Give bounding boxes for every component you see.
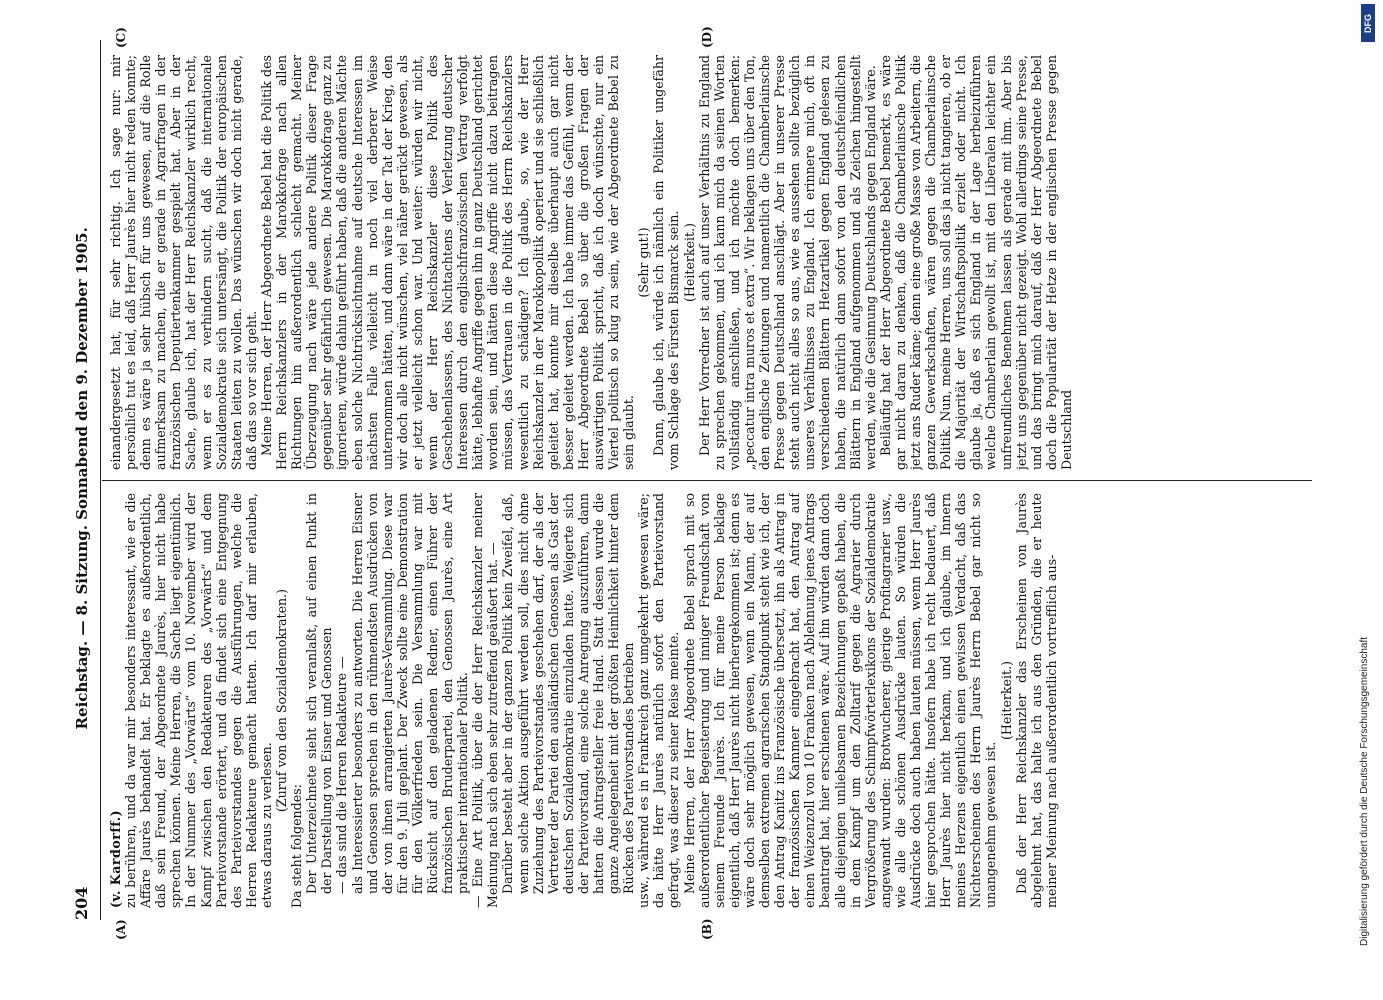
interjection: (Heiterkeit.) [998, 661, 1014, 740]
left-column [108, 493, 1308, 908]
dfg-logo: DFG [1361, 4, 1375, 42]
page-title: Reichstag. — 8. Sitzung. Sonnabend den 9. Dezember 1905. [73, 227, 91, 730]
interjection: (Sehr gut!) [636, 227, 652, 298]
column-divider [102, 480, 1312, 481]
paragraph: Dann, glaube ich, würde ich nämlich ein Politiker ungefähr vom Schlage des Fürsten Bismarck sein. [651, 55, 682, 470]
margin-mark-c: (C) [114, 27, 128, 48]
page-number: 204 [72, 886, 91, 920]
page-header [72, 40, 98, 920]
interjection: (Heiterkeit.) [681, 223, 697, 302]
paragraph: Meine Herren, der Herr Abgeordnete Bebel sprach mit so außerordentlicher Begeisterung und inniger Freundschaft von seinem Freunde Jaurès. Ich für meine Person beklage eigentlich, daß Herr Jaurès nicht hierhergekommen ist; denn es wäre doch sehr möglich gewesen, wenn ein Mann, der auf demselben extremen agrarischen Standpunkt steht wie ich, der den Antrag Kanitz ins Französische übersetzt, ihn als Antrag in der französischen Kammer eingebracht hat, den Antrag auf einen Weizenzoll von 10 Franken nach Ablehnung jenes Antrags beantragt hat, hier erschienen wäre. Auf ihn würden dann doch alle diejenigen unliebsamen Bezeichnungen gepaßt haben, die in dem Kampf um den Zolltarif gegen die Agrarier durch Vergrößerung des Schimpfwörterlexikons der Sozialdemokratie angewandt wurden: Brotwucherer, gierige Profitagrarier usw., wie alle die schönen Ausdrücke lauten. So würden die Ausdrücke doch auch haben lauten müssen, wenn Herr Jaurès hier gesprochen hätte. Insofern habe ich recht bedauert, daß Herr Jaurès hier nicht herkam, und ich glaube, im Innern meines Herzens eigentlich einen gewissen Verdacht, daß das Nichterscheinen des Herrn Jaurès Herrn Bebel gar nicht so unangenehm gewesen ist. [681, 493, 999, 908]
paragraph: Da steht folgendes: [289, 784, 305, 908]
speaker-label: (v. Kardorff.) [108, 809, 123, 908]
margin-mark-a: (A) [114, 919, 128, 940]
right-column [108, 55, 1308, 470]
paragraph: Meine Herren, der Herr Abgeordnete Bebel hat die Politik des Herrn Reichskanzlers in der Marokkofrage nach allen Richtungen hin außerordentlich schlecht gemacht. Meiner Überzeugung nach wäre jede andere Politik dieser Frage gegenüber sehr gefährlich gewesen. Die Marokkofrage ganz zu ignorieren, würde dahin geführt haben, daß die anderen Mächte eben solche Nichtrücksichtnahme auf deutsche Interessen im nächsten Falle vielleicht in noch viel derberer Weise unternommen hätten, und dann wäre in der Tat der Krieg, den wir doch alle nicht wünschen, viel näher gerückt gewesen, als er jetzt vielleicht schon war. Und weiter: würden wir nicht, wenn der Herr Reichskanzler diese Politik des Geschehenlassens, des Nichtachtens der Verletzung deutscher Interessen durch den englischfranzösischen Vertrag verfolgt hätte, lebhafte Angriffe gegen ihn in ganz Deutschland gerichtet worden sein, und hätten diese Angriffe nicht dazu beitragen müssen, das Vertrauen in die Politik des Herrn Reichskanzlers wesentlich zu schädigen? Ich glaube, so, wie der Herr Reichskanzler in der Marokkopolitik operiert und sie schließlich geleitet hat, konnte mir dieselbe überhaupt auch gar nicht besser geleitet werden. Ich habe immer das Gefühl, wenn der Herr Abgeordnete Bebel so über die großen Fragen der auswärtigen Politik spricht, daß ich doch wünschte, nur ein Viertel politisch so klug zu sein, wie der Abgeordnete Bebel zu sein glaubt. [258, 55, 637, 470]
margin-mark-b: (B) [700, 918, 714, 940]
header-rule [100, 40, 101, 920]
paragraph: Daß der Herr Reichskanzler das Erscheinen von Jaurès abgelehnt hat, das halte ich aus den Gründen, die er heute meiner Meinung nach außerordentlich vortrefflich aus- [1013, 493, 1059, 908]
quote-paragraph: — das sind die Herren Redakteure — [334, 656, 350, 894]
quote-paragraph: Darüber besteht aber in der ganzen Politik kein Zweifel, daß, wenn solche Aktion ausgeführt werden soll, dies nicht ohne Zuziehung des Parteivorstandes geschehen darf, der als der Vertreter der Partei den ausländischen Genossen als Gast der deutschen Sozialdemokratie einzuladen hatte. Weigerte sich der Parteivorstand, eine solche Anregung auszuführen, dann hatten die Antragsteller freie Hand. Statt dessen wurde die ganze Angelegenheit mit der größten Heimlichkeit hinter dem Rücken des Parteivorstandes betrieben [500, 493, 637, 894]
digitization-note: Digitalisierung gefördert durch die Deutsche Forschungsgemeinschaft [1359, 636, 1370, 946]
margin-mark-d: (D) [700, 26, 714, 48]
quote-paragraph: Der Unterzeichnete sieht sich veranlaßt, auf einen Punkt in der Darstellung von Eisner und Genossen [304, 493, 335, 894]
paragraph: zu berühren, und da war mir besonders interessant, wie er die Affäre Jaurès behandelt hat. Er beklagte es außerordentlich, daß sein Freund, der Abgeordnete Jaurès, hier nicht habe sprechen können. Meine Herren, die Sache liegt eigentümlich. In der Nummer des „Vorwärts“ vom 10. November wird der Kampf zwischen den Redakteuren des „Vorwärts“ und dem Parteivorstande erörtert, und da findet sich eine Entgegnung des Parteivorstandes gegen die Ausführungen, welche die Herren Redakteure gemacht hatten. Ich darf mir erlauben, etwas daraus zu verlesen. [123, 493, 274, 908]
paragraph: usw., während es in Frankreich ganz umgekehrt gewesen wäre; da hätte Herr Jaurès natürlich sofort den Parteivorstand gefragt, was dieser zu seiner Reise meinte. [636, 493, 682, 908]
paragraph: Beiläufig hat der Herr Abgeordnete Bebel bemerkt, es wäre gar nicht daran zu denken, daß die Chamberlainsche Politik jetzt ans Ruder käme; denn eine große Masse von Arbeitern, die ganzen Gewerkschaften, wären gegen die Chamberlainsche Politik. Nun, meine Herren, uns soll das ja nicht tangieren, ob er die Majorität der Wirtschaftspolitik erzielt oder nicht. Ich glaube ja, daß es sich England in der Lage herbeizuführen welche Chamberlain gewollt ist, mit den Liberalen leichter ein unfreundliches Benehmen lassen als gerade mit ihm. Aber bis jetzt uns gegenüber nicht gezeigt. Wohl allerdings seine Presse, und das bringt mich darauf, daß der Herr Abgeordnete Bebel doch die Popularität der Hetze in der englischen Presse gegen Deutschland [877, 55, 1074, 470]
quote-paragraph: als Interessierter besonders zu antworten. Die Herren Eisner und Genossen sprechen in den rühmendsten Ausdrücken von der von ihnen arrangierten Jaurès-Versammlung. Diese war für den 9. Juli geplant. Der Zweck sollte eine Demonstration für den Völkerfrieden sein. Die Versammlung war mit Rücksicht auf den geladenen Redner, einen Führer der französischen Bruderpartei, den Genossen Jaurès, eine Art praktischer internationaler Politik. [349, 493, 471, 894]
paragraph: — Eine Art Politik, über die der Herr Reichskanzler meiner Meinung nach sich eben sehr zutreffend geäußert hat. — [470, 493, 501, 908]
interjection: (Zuruf von den Sozialdemokraten.) [274, 588, 290, 813]
paragraph: einandergesetzt hat, für sehr richtig. Ich sage nur: mir persönlich tut es leid, daß Herr Jaurès hier nicht reden konnte; denn es wäre ja sehr hübsch für uns gewesen, auf die Rolle aufmerksam zu machen, die er gerade in Agrarfragen in der französischen Deputiertenkammer gespielt hat. Aber in der Sache, glaube ich, hat der Herr Reichskanzler wirklich recht, wenn er es zu verhindern sucht, daß die internationale Sozialdemokratie sich untersängt, die Politik der europäischen Staaten leiten zu wollen. Das wünschen wir doch nicht gerade, daß das so vor sich geht. [108, 55, 259, 470]
paragraph: Der Herr Vorredner ist auch auf unser Verhältnis zu England zu sprechen gekommen, und ich kann mich da seinen Worten vollständig anschließen, und ich möchte doch bemerken: „peccatur intra muros et extra“. Wir beklagen uns über den Ton, den englische Zeitungen und namentlich die Chamberlainsche Presse gegen Deutschland anschlägt. Aber in unserer Presse steht auch nicht alles so aus, wie es aussehen sollte bezüglich unseres Verhältnisses zu England. Ich erinnere mich, oft in verschiedenen Blättern Hetzartikel gegen England gelesen zu haben, die natürlich dann sofort von den deutschfeindlichen Blättern in England aufgenommen und als Zeichen hingestellt werden, wie die Gesinnung Deutschlands gegen England wäre. [696, 55, 878, 470]
